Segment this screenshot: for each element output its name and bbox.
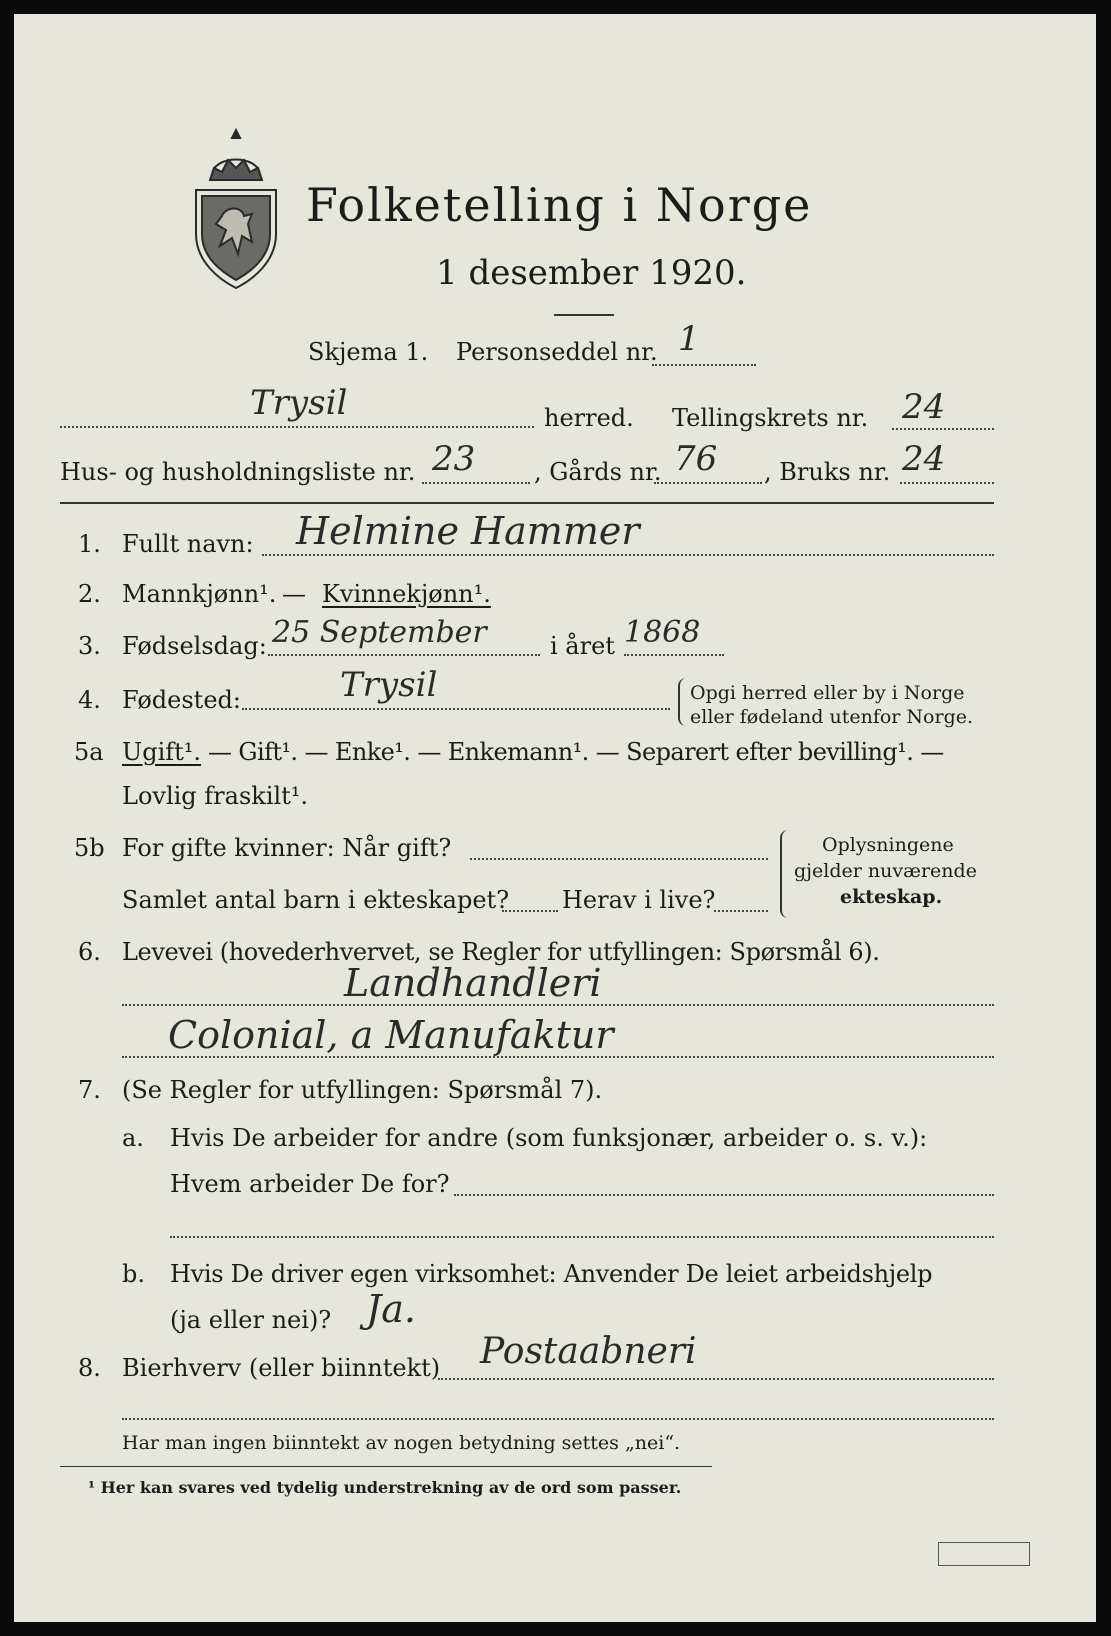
q8-value: Postaabneri xyxy=(480,1331,697,1372)
header-divider xyxy=(60,502,994,504)
q8-number: 8. xyxy=(78,1354,101,1382)
personseddel-value: 1 xyxy=(678,319,700,359)
q7-number: 7. xyxy=(78,1076,101,1104)
footnote: ¹ Her kan svares ved tydelig understrekning av de ord som passer. xyxy=(88,1478,682,1497)
q6-label: Levevei (hovederhvervet, se Regler for utfyllingen: Spørsmål 6). xyxy=(122,938,880,966)
q2-number: 2. xyxy=(78,580,101,608)
hus-label: Hus- og husholdningsliste nr. xyxy=(60,458,416,486)
q5b-line1: For gifte kvinner: Når gift? xyxy=(122,834,452,862)
q5a-number: 5a xyxy=(74,738,104,766)
q3-year-label: i året xyxy=(550,632,615,660)
q7b-line1: Hvis De driver egen virksomhet: Anvender De leiet arbeidshjelp xyxy=(170,1260,933,1288)
q7b-line2: (ja eller nei)? xyxy=(170,1306,332,1334)
q1-value: Helmine Hammer xyxy=(296,509,640,553)
q5a-ugift: Ugift¹. xyxy=(122,738,202,766)
q5a-line2: Lovlig fraskilt¹. xyxy=(122,782,309,810)
hus-value: 23 xyxy=(432,439,476,479)
q3-label: Fødselsdag: xyxy=(122,632,267,660)
herred-label: herred. xyxy=(544,404,634,432)
bruks-label: , Bruks nr. xyxy=(764,458,891,486)
q2-separator: — xyxy=(282,580,306,608)
q7a-line1: Hvis De arbeider for andre (som funksjonær, arbeider o. s. v.): xyxy=(170,1124,928,1152)
q3-value: 25 September xyxy=(272,615,487,650)
title-divider xyxy=(554,314,614,316)
q2-male: Mannkjønn¹. xyxy=(122,580,277,608)
q6-value-line1: Landhandleri xyxy=(344,961,602,1005)
q4-label: Fødested: xyxy=(122,686,241,714)
q4-note-line1: Opgi herred eller by i Norge xyxy=(690,682,965,704)
q4-value: Trysil xyxy=(340,665,438,705)
skjema-label: Skjema 1. xyxy=(308,338,429,366)
q7a-number: a. xyxy=(122,1124,144,1152)
bruks-value: 24 xyxy=(902,439,946,479)
q5b-line2: Samlet antal barn i ekteskapet? xyxy=(122,886,510,914)
q7a-line2: Hvem arbeider De for? xyxy=(170,1170,450,1198)
q5b-note-line1: Oplysningene xyxy=(822,834,954,856)
q5a-options: — Gift¹. — Enke¹. — Enkemann¹. — Separert efter bevilling¹. — xyxy=(208,738,944,766)
gards-label: , Gårds nr. xyxy=(534,458,662,486)
q2-female: Kvinnekjønn¹. xyxy=(322,580,491,608)
q5b-line2b: Herav i live? xyxy=(562,886,716,914)
form-title: Folketelling i Norge xyxy=(306,178,813,232)
q7b-number: b. xyxy=(122,1260,145,1288)
norwegian-coat-of-arms-icon xyxy=(182,124,290,294)
q7b-value: Ja. xyxy=(366,1287,416,1331)
printer-stamp xyxy=(938,1542,1030,1566)
form-date: 1 desember 1920. xyxy=(436,253,747,293)
q1-number: 1. xyxy=(78,530,101,558)
footnote-divider xyxy=(60,1466,712,1467)
q5b-note-line3: ekteskap. xyxy=(840,886,943,908)
q6-value-line2: Colonial, a Manufaktur xyxy=(168,1013,614,1057)
q4-number: 4. xyxy=(78,686,101,714)
tellingskrets-label: Tellingskrets nr. xyxy=(672,404,869,432)
q1-label: Fullt navn: xyxy=(122,530,254,558)
census-form-page xyxy=(14,14,1096,1622)
q5b-number: 5b xyxy=(74,834,105,862)
herred-value: Trysil xyxy=(250,383,348,423)
q3-number: 3. xyxy=(78,632,101,660)
q5b-note-line2: gjelder nuværende xyxy=(794,860,977,882)
q7-label: (Se Regler for utfyllingen: Spørsmål 7). xyxy=(122,1076,603,1104)
tellingskrets-value: 24 xyxy=(902,387,946,427)
q3-year-value: 1868 xyxy=(624,615,701,650)
gards-value: 76 xyxy=(674,439,718,479)
personseddel-label: Personseddel nr. xyxy=(456,338,658,366)
q4-note-line2: eller fødeland utenfor Norge. xyxy=(690,706,974,728)
q8-note: Har man ingen biinntekt av nogen betydning settes „nei“. xyxy=(122,1432,681,1454)
q8-label: Bierhverv (eller biinntekt) xyxy=(122,1354,441,1382)
q6-number: 6. xyxy=(78,938,101,966)
